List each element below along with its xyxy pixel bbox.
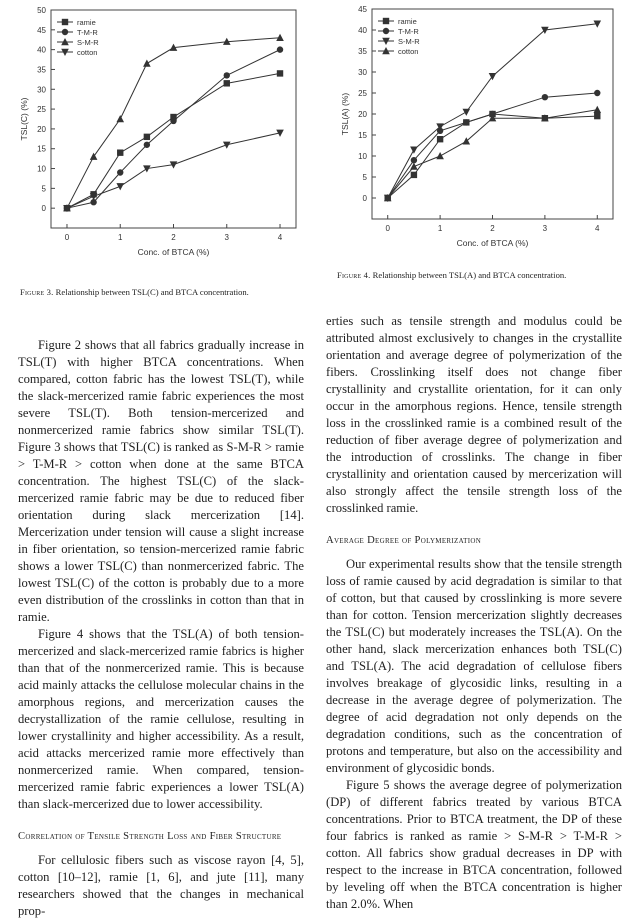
section-heading: Correlation of Tensile Strength Loss and Fiber Structure	[18, 831, 282, 842]
y-tick-label: 50	[37, 6, 46, 15]
legend-entry: T-M-R	[398, 27, 419, 36]
data-point	[411, 172, 417, 178]
paragraph: Figure 2 shows that all fabrics gradually increase in TSL(T) with higher BTCA concentrations. When compared, cotton fabric has the lowest TSL(T), while the slack-mercerized ramie fabric experiences the most severe TSL(T). Both tension-mercerized and nonmercerized ramie fabrics show similar TSL(T). Figure 3 shows that TSL(C) is ranked as S-M-R > ramie > T-M-R > cotton when done at the same BTCA concentration. The highest TSL(C) of the slack-mercerized ramie fabric may be due to reduced fiber orientation during slack mercerization [14]. Mercerization under tension will cause a slight increase in fiber orientation, so tension-mercerized ramie fabric shows a lower TSL(C) than nonmercerized fabric. The lowest TSL(C) of the cotton is probably due to a more even distribution of the crosslinks in cotton than that in ramie.	[18, 338, 304, 624]
data-point	[116, 183, 124, 190]
data-point	[593, 106, 601, 113]
legend-entry: S-M-R	[77, 38, 99, 47]
y-tick-label: 30	[37, 85, 46, 95]
legend-entry: T-M-R	[77, 28, 98, 37]
y-tick-label: 20	[358, 110, 367, 119]
data-point	[223, 142, 231, 149]
figure-4-caption-text: Relationship between TSL(A) and BTCA concentration.	[372, 270, 567, 280]
series-line	[67, 73, 280, 208]
paragraph: erties such as tensile strength and modulus could be attributed almost exclusively to changes in the crystallite orientation and average degree of polymerization of the fibers. Crosslinking itself does not change fiber crystallinity and crystallite orientation, for it can only occur in the amorphous regions. Hence, tensile strength loss in the crosslinked ramie is a combined result of the reduction of fiber average degree of polymerization and the introduction of crosslinks. The change in fiber crystallinity and orientation caused by mercerization will also strongly affect the tensile strength loss of the crosslinked ramie.	[326, 314, 622, 515]
x-tick-label: 3	[224, 233, 229, 242]
data-point	[170, 118, 176, 124]
data-point	[116, 115, 124, 122]
y-tick-label: 10	[358, 152, 367, 161]
y-tick-label: 0	[41, 204, 46, 214]
x-tick-label: 1	[118, 233, 123, 242]
y-axis-label: TSL(C) (%)	[19, 97, 29, 141]
data-point	[436, 152, 444, 159]
y-tick-label: 25	[37, 105, 46, 115]
data-point	[276, 34, 284, 41]
data-point	[277, 46, 283, 52]
x-axis-label: Conc. of BTCA (%)	[137, 247, 210, 257]
data-point	[463, 109, 471, 116]
legend-entry: ramie	[77, 18, 96, 27]
figure-4-caption-label: Figure 4.	[337, 270, 371, 280]
series-line	[388, 114, 598, 198]
data-point	[224, 72, 230, 78]
series-ramie	[57, 18, 283, 211]
data-point	[463, 119, 469, 125]
section-heading: Average Degree of Polymerization	[326, 535, 482, 546]
y-tick-label: 20	[37, 124, 46, 134]
series-s-m-r	[57, 34, 284, 212]
figure-3-caption	[20, 287, 249, 298]
paragraph: Our experimental results show that the tensile strength loss of ramie caused by acid degradation is similar to that of cotton, but that caused by crosslinking is more severe than for cotton. Tension mercerization slightly decreases the TSL(C) but moderately increases the TSL(A). On the other hand, slack mercerization enhances both TSL(C) and TSL(A). The acid degradation of cellulose fibers involves breakage of glycosidic links, resulting in a decrease in the average degree of polymerization. The degree of acid degradation not only depends on the degradation conditions, such as the concentration of protons and temperature, but also on the accessibility and environment of glycosidic bonds.	[326, 557, 622, 775]
y-tick-label: 15	[358, 131, 367, 140]
data-point	[594, 90, 600, 96]
x-tick-label: 0	[64, 233, 70, 242]
data-point	[277, 70, 283, 76]
series-cotton	[57, 48, 284, 212]
x-tick-label: 2	[490, 224, 495, 233]
legend-entry: cotton	[77, 48, 98, 57]
x-tick-label: 2	[171, 233, 176, 242]
data-point	[224, 80, 230, 86]
figure-4	[325, 0, 640, 260]
x-tick-label: 4	[595, 224, 600, 233]
data-point	[117, 169, 123, 175]
y-tick-label: 15	[37, 144, 46, 154]
data-point	[143, 165, 151, 172]
y-tick-label: 25	[358, 89, 367, 98]
x-tick-label: 3	[542, 224, 548, 233]
y-tick-label: 40	[358, 26, 367, 35]
data-point	[542, 94, 548, 100]
paragraph: For cellulosic fibers such as viscose rayon [4, 5], cotton [10–12], ramie [1, 6], and jute [11], many researchers showed that the changes in mechanical prop-	[18, 853, 304, 918]
y-tick-label: 5	[362, 173, 367, 182]
data-point	[144, 134, 150, 140]
x-tick-label: 1	[437, 224, 443, 233]
legend-marker	[62, 29, 68, 35]
y-tick-label: 0	[362, 194, 367, 203]
data-point	[410, 147, 418, 154]
legend-entry: S-M-R	[398, 37, 420, 46]
legend-marker	[62, 19, 68, 25]
figure-3-caption-text: Relationship between TSL(C) and BTCA concentration.	[55, 287, 249, 297]
data-point	[437, 136, 443, 142]
paragraph: Figure 4 shows that the TSL(A) of both tension-mercerized and slack-mercerized ramie fabrics is higher than that of the nonmercerized ramie. This is because acid mainly attacks the cellulose molecular chains in the amorphous regions, and mercerization causes the decrystallization of the ramie cellulose, resulting in lower crystallinity and higher accessibility. As a result, acid attacks mercerized ramie more effectively than nonmercerized ramie. When compared, tension-mercerized ramie fabric experiences a lower TSL(A) than slack-mercerized due to lower accessibility.	[18, 627, 304, 811]
data-point	[144, 142, 150, 148]
data-point	[117, 149, 123, 155]
series-line	[67, 50, 280, 209]
y-axis-label: TSL(A) (%)	[340, 92, 350, 136]
paragraph: Figure 5 shows the average degree of polymerization (DP) of different fabrics treated by various BTCA concentrations. Prior to BTCA treatment, the DP of these four fabrics is ranked as ramie > S-M-R > T-M-R > cotton. All fabrics show gradual decreases in DP with respect to the increase in BTCA concentration, followed by leveling off when the BTCA concentration is higher than 2.0%. When	[326, 778, 622, 911]
legend-entry: cotton	[398, 47, 419, 56]
figure-3-chart	[0, 0, 320, 275]
x-tick-label: 0	[385, 224, 390, 233]
data-point	[143, 60, 151, 67]
y-tick-label: 35	[358, 47, 367, 56]
legend-marker	[383, 28, 389, 34]
y-tick-label: 30	[358, 68, 367, 77]
x-axis-label: Conc. of BTCA (%)	[456, 238, 529, 248]
data-point	[594, 113, 600, 119]
y-tick-label: 45	[358, 5, 367, 14]
y-tick-label: 45	[37, 25, 46, 35]
legend-marker	[383, 18, 389, 24]
data-point	[411, 157, 417, 163]
left-text-column	[18, 337, 304, 918]
y-tick-label: 35	[37, 65, 46, 75]
figure-4-caption	[337, 270, 566, 281]
y-tick-label: 5	[41, 184, 46, 194]
figure-4-chart	[325, 0, 640, 260]
y-tick-label: 10	[37, 164, 46, 174]
figure-3	[0, 0, 320, 275]
figure-3-caption-label: Figure 3.	[20, 287, 54, 297]
x-tick-label: 4	[277, 233, 283, 242]
y-tick-label: 40	[37, 45, 46, 55]
right-text-column	[326, 313, 622, 911]
legend-entry: ramie	[398, 17, 417, 26]
